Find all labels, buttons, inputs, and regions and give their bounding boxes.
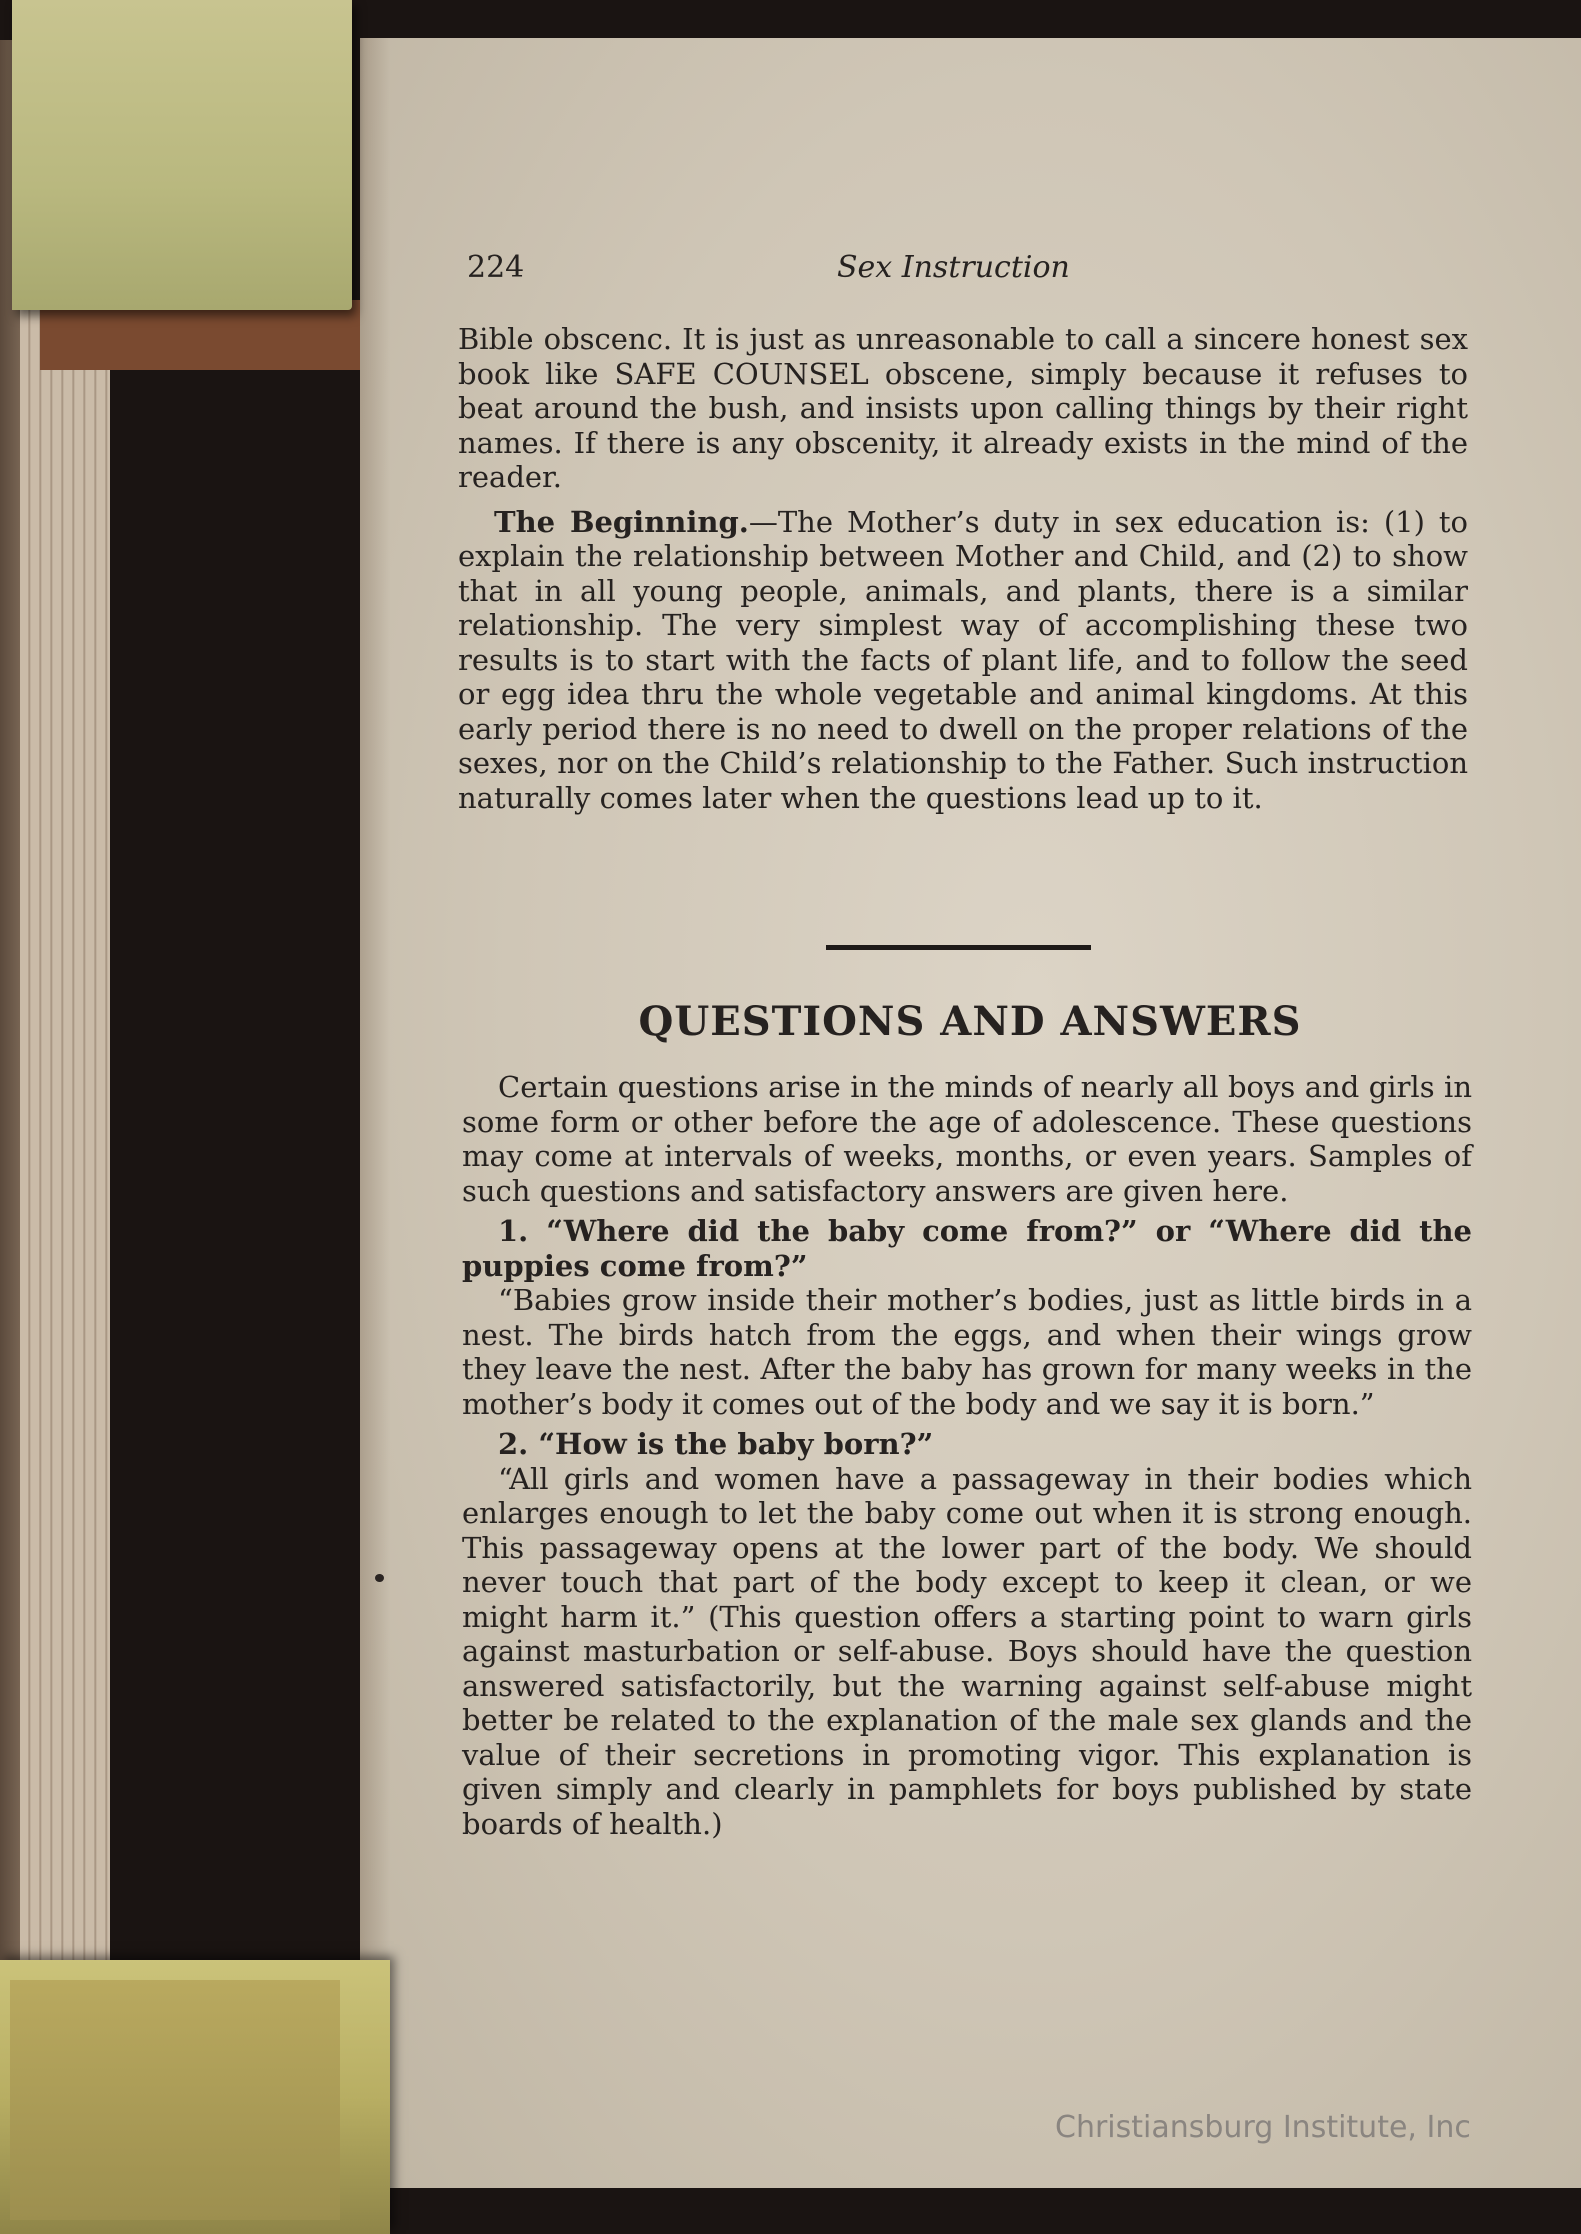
question-2: 2. “How is the baby born?” [498,1427,934,1461]
page-gutter-shadow [360,38,390,2188]
intro-paragraph: Bible obscenc. It is just as unreasonable to call a sincere honest sex book like SAFE COUNSEL obscene, simply because it refuses to beat around the bush, and insists upon calling things by their right names. If there is any obscenity, it already exists in the mind of the reader. [458,322,1468,494]
page-stack-lines [20,300,110,2000]
answer-1: “Babies grow inside their mother’s bodies, just as little birds in a nest. The birds hatch from the eggs, and when their wings grow they leave the nest. After the baby has grown for many weeks in the mother’s body it comes out of the body and we say it is born.” [462,1283,1472,1421]
answer-2: “All girls and women have a passageway in their bodies which enlarges enough to let the baby come out when it is strong enough. This passageway opens at the lower part of the body. We should never touch that part of the body except to keep it clean, or we might harm it.” (This question offers a starting point to warn girls against masturbation or self-abuse. Boys should have the question answered satisfactorily, but the warning against self-abuse might better be related to the explanation of the male sex glands and the value of their secretions in promoting vigor. This explanation is given simply and clearly in pamphlets for boys published by state boards of health.) [462,1461,1472,1841]
section-intro: Certain questions arise in the minds of nearly all boys and girls in some form or other before the age of adolescence. These questions may come at intervals of weeks, months, or even years. Samples of such questions and satisfactory answers are given here. [462,1070,1472,1208]
page-number: 224 [467,250,525,285]
top-binder-clip [12,0,352,310]
intro-block [458,322,1468,815]
ink-speck [375,1574,384,1582]
running-head [467,250,1467,290]
beginning-lead: The Beginning. [494,504,749,539]
qa-block [462,1070,1472,1841]
beginning-paragraph [458,505,1468,816]
bottom-clip-face [10,1980,340,2220]
section-divider-rule [826,945,1091,950]
watermark-text: Christiansburg Institute, Inc [1055,2110,1471,2145]
beginning-text: —The Mother’s duty in sex education is: (1) to explain the relationship between Mother and Child, and (2) to show that in all young people, animals, and plants, there is a similar relationship. The very simplest way of accomplishing these two results is to start with the facts of plant life, and to follow the seed or egg idea thru the whole vegetable and animal kingdoms. At this early period there is no need to dwell on the proper relations of the sexes, nor on the Child’s relationship to the Father. Such instruction naturally comes later when the questions lead up to it. [458,504,1468,815]
question-1: 1. “Where did the baby come from?” or “Where did the puppies come from?” [462,1214,1472,1283]
running-title: Sex Instruction [837,250,1070,285]
top-clip-shadow [40,300,360,370]
section-heading: QUESTIONS AND ANSWERS [638,998,1302,1045]
bottom-binder-clip [0,1960,390,2234]
